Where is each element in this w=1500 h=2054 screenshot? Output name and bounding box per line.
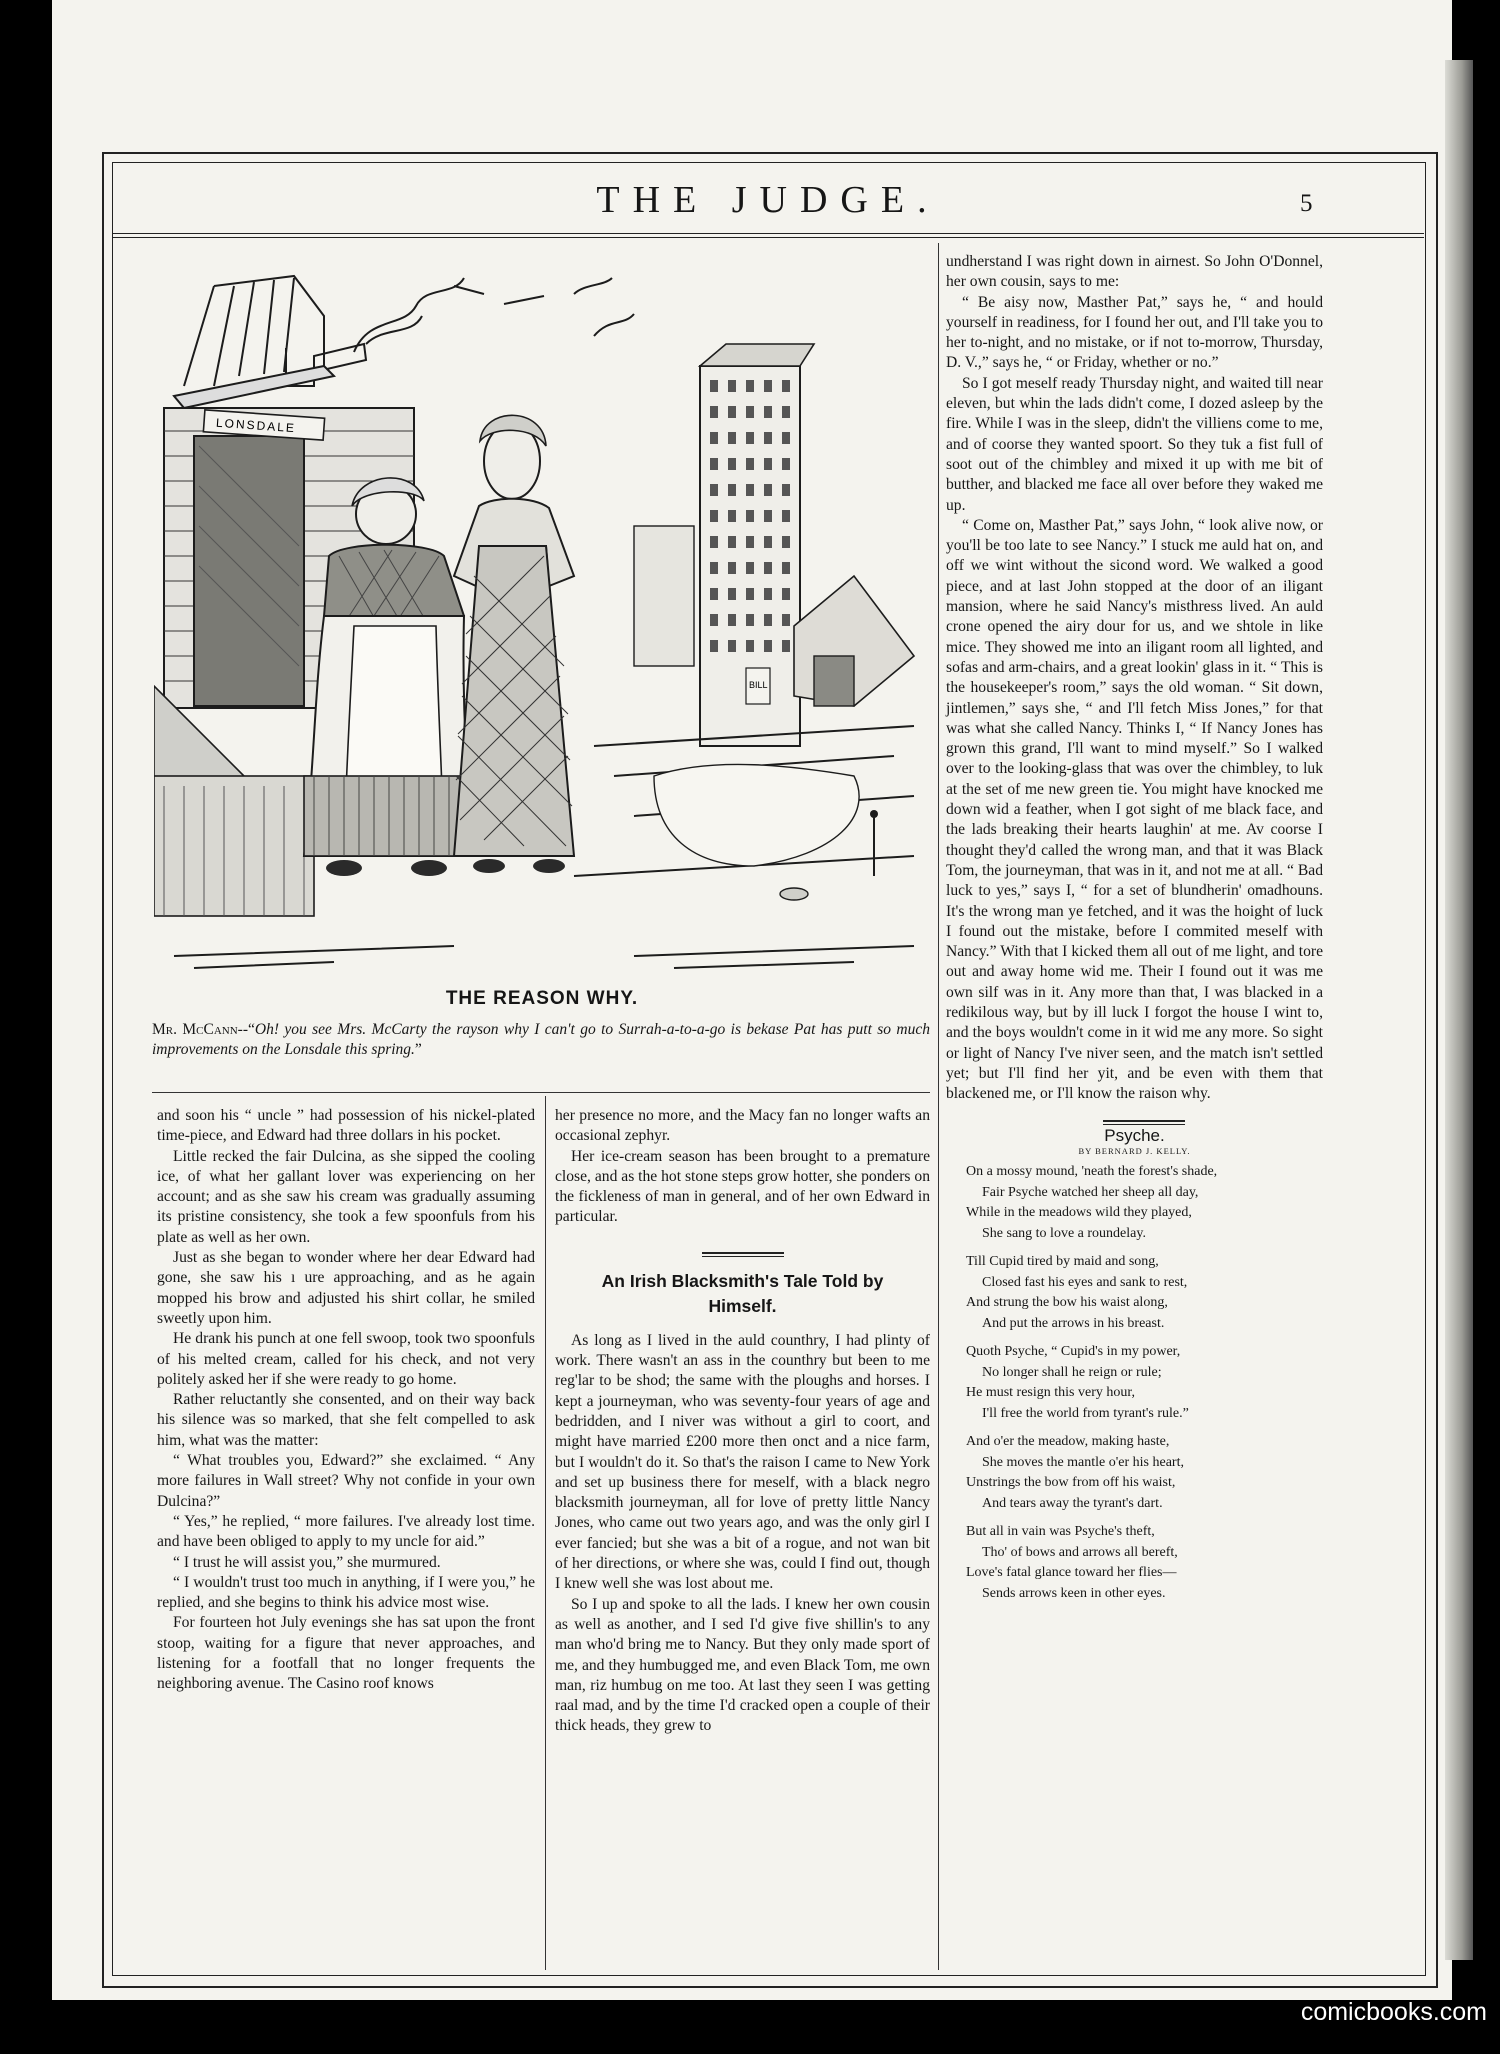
caption-close-quote: ” [414, 1041, 422, 1058]
shanty-sign-text: LONSDALE [215, 415, 297, 436]
story-paragraph: “ Yes,” he replied, “ more failures. I've already lost time. and have been obliged to apply to my uncle for aid.” [157, 1512, 535, 1551]
story-paragraph: Little recked the fair Dulcina, as she sipped the cooling ice, of what her gallant lover was experiencing on her account; and as she saw his cream was gradually assuming its pristine consistency, she took a few spoonfuls from his plate as well as her own. [157, 1147, 535, 1246]
poem-line: No longer shall he reign or rule; [982, 1364, 1162, 1380]
cartoon-caption [152, 1020, 930, 1060]
story-paragraph: As long as I lived in the auld counthry, I had plinty of work. There wasn't an ass in the counthry but been to me reg'lar to be shod; the same with the ploughs and horses. I kept a journeyman, who was seventy-four years of age and bedridden, and I niver was without a girl to coort, and might have married £200 more then onct and a nice farm, but I wouldn't do it. So that's the raison I came to New York and set up business there for meself, with a black negro blacksmith journeyman, all for love of pretty little Nancy Jones, who came out two years ago, and was the only girl I ever fancied; but she was a bit of a rogue, and not wan bit of her directions, or where she was, could I find out, though I knew well she was lost about me. [555, 1331, 930, 1593]
poem-line: And strung the bow his waist along, [966, 1295, 1168, 1310]
poem-line: Closed fast his eyes and sank to rest, [982, 1274, 1188, 1290]
site-watermark: comicbooks.com [1300, 1998, 1487, 2026]
caption-dialogue: Oh! you see Mrs. McCarty the rayson why I can't go to Surrah-a-to-a-go is bekase Pat has putt so much improvements on the Lonsdale this spring. [152, 1021, 930, 1058]
poem-line: Unstrings the bow from off his waist, [966, 1475, 1176, 1490]
caption-speaker: Mr. McCann [152, 1021, 238, 1038]
story-paragraph: undherstand I was right down in airnest. So John O'Donnel, her own cousin, says to me: [946, 253, 1323, 291]
poem-body [966, 1162, 1346, 1604]
story-paragraph: her presence no more, and the Macy fan no longer wafts an occasional zephyr. [555, 1107, 930, 1145]
title-line: Himself. [708, 1295, 777, 1316]
poem-line: He must resign this very hour, [966, 1385, 1135, 1400]
story-paragraph: Rather reluctantly she consented, and on their way back his silence was so marked, that she felt compelled to ask him, what was the matter: [157, 1391, 535, 1449]
masthead-rule-thin [112, 237, 1424, 238]
poem-line: Sends arrows keen in other eyes. [982, 1585, 1166, 1601]
story-paragraph: He drank his punch at one fell swoop, took two spoonfuls of his melted cream, called for his check, and not very politely asked her if she were ready to go home. [157, 1330, 535, 1388]
page-spine-edge [1445, 60, 1473, 1960]
poem-line: She sang to love a roundelay. [982, 1225, 1146, 1241]
poem-line: Love's fatal glance toward her flies— [966, 1565, 1177, 1580]
story-paragraph: Her ice-cream season has been brought to a premature close, and as the hot stone steps grow hotter, she ponders on the fickleness of man in general, and of her own Edward in particular. [555, 1147, 930, 1226]
story-paragraph: So I up and spoke to all the lads. I knew her own cousin as well as another, and I sed I'd give five shillin's to any man who'd bring me to Nancy. But they only made sport of me, and they humbugged me, and even Black Tom, me own man, riz humbug on me too. At last they seen I was getting raal mad, and by the time I'd cracked open a couple of their thick heads, they grew to [555, 1595, 930, 1735]
masthead-rule [112, 233, 1424, 234]
poem-line: She moves the mantle o'er his heart, [982, 1454, 1184, 1470]
caption-open-quote: --“ [237, 1021, 255, 1038]
masthead-title: THE JUDGE. [596, 179, 940, 221]
poem-line: And o'er the meadow, making haste, [966, 1434, 1170, 1449]
cartoon-caption-title: THE REASON WHY. [445, 988, 639, 1009]
poem-line: But all in vain was Psyche's theft, [966, 1524, 1155, 1539]
story-paragraph: “ Be aisy now, Masther Pat,” says he, “ and hould yourself in readiness, for I found her out, and I'll take you to her to-night, and no mistake, or if not to-morrow, Thursday, D. V.,” says he, “ or Friday, whether or no.” [946, 293, 1323, 372]
poem-line: And tears away the tyrant's dart. [982, 1495, 1163, 1511]
story-paragraph: and soon his “ uncle ” had possession of his nickel-plated time-piece, and Edward had three dollars in his pocket. [157, 1107, 535, 1145]
poem-line: On a mossy mound, 'neath the forest's shade, [966, 1164, 1218, 1179]
cartoon-illustration [154, 256, 924, 986]
poem-heading [946, 1126, 1323, 1156]
poem-line: I'll free the world from tyrant's rule.” [982, 1405, 1189, 1421]
page-number: 5 [1300, 190, 1313, 217]
story-paragraph: So I got meself ready Thursday night, and waited till near eleven, but whin the lads didn't come, I dozed asleep by the fire. While I was in the sleep, didn't the villiens come to me, and of coorse they wanted spoort. So they tuk a fist full of soot out of the chimbley and mixed it up with me bit of butther, and blacked me face all over before they waked me up. [946, 374, 1323, 514]
column-rule-right [938, 243, 939, 1970]
blacksmith-tale-title [555, 1269, 930, 1319]
poem-divider [1102, 1120, 1186, 1125]
poem-line: While in the meadows wild they played, [966, 1205, 1192, 1220]
poem-line: Till Cupid tired by maid and song, [966, 1254, 1159, 1269]
story-paragraph: “ What troubles you, Edward?” she exclaimed. “ Any more failures in Wall street? Why not confide in your own Dulcina?” [157, 1452, 535, 1510]
right-column [946, 252, 1323, 1104]
story-paragraph: “ I trust he will assist you,” she murmured. [173, 1553, 441, 1571]
column-rule-left [545, 1096, 546, 1970]
caption-rule [152, 1092, 930, 1093]
poem-line: And put the arrows in his breast. [982, 1315, 1165, 1331]
poem-line: Tho' of bows and arrows all bereft, [982, 1544, 1178, 1560]
middle-column [555, 1106, 930, 1737]
story-paragraph: Just as she began to wonder where her dear Edward had gone, she saw his ı ure approaching, and as he again mopped his brow and adjusted his shirt collar, he smiled sweetly upon him. [157, 1249, 535, 1327]
title-line: An Irish Blacksmith's Tale Told by [601, 1270, 884, 1291]
poem-line: Fair Psyche watched her sheep all day, [982, 1184, 1199, 1200]
poem-title: Psyche. [1104, 1126, 1165, 1145]
poem-line: Quoth Psyche, “ Cupid's in my power, [966, 1344, 1181, 1359]
story-paragraph: “ I wouldn't trust too much in anything, if I were you,” he replied, and she begins to think his advice most wise. [157, 1573, 535, 1612]
post-sign-text: BILL [749, 680, 768, 690]
poem-byline: BY BERNARD J. KELLY. [1078, 1146, 1191, 1156]
story-paragraph: “ Come on, Masther Pat,” says John, “ look alive now, or you'll be too late to see Nancy.” I stuck me auld hat on, and off we wint without the sicond word. We walked a good piece, and at last John stopped at the door of an iligant mansion, where he said Nancy's misthress lived. An auld crone opened the airy dour for us, and we shtole in like mice. They showed me into an iligant room all lighted, and sofas and arm-chairs, and a great lookin' glass in it. “ This is the housekeeper's room,” says the old woman. “ Sit down, jintlemen,” says she, “ and I'll fetch Miss Jones,” for that was what she called Nancy. Thinks I, “ If Nancy Jones has grown this grand, I'll want to mind myself.” So I walked over to the looking-glass that was over the chimbley, to luk at the set of me new green tie. You might have knocked me down wid a feather, when I got sight of me black face, and the lads breaking their hearts laughin' at me. Av coorse I thought they'd called the wrong man, and that it was Black Tom, the journeyman, that was in it, and not me at all. “ Bad luck to yes,” says I, “ for a set of blundherin' omadhouns. It's the wrong man ye fetched, and it was the hoight of luck I found out the mistake, before I commited meself with Nancy.” With that I kicked them all out of me light, and tore out and away home wid me. Their I found out it was me own silf was in it. Any more than that, I was blacked in a redikilous way, but by ill luck I forgot the house I wint to, and the boys wouldn't come in it wid me any more. So sight or light of Nancy I've niver seen, and the match isn't settled yet; but I'll find her yit, and be even with them that blackened me, or I'll know the raison why. [946, 516, 1323, 1103]
story-continued-column [157, 1106, 535, 1695]
story-paragraph: For fourteen hot July evenings she has sat upon the front stoop, waiting for a figure that never approaches, and listening for a footfall that no longer frequents the neighboring avenue. The Casino roof knows [157, 1614, 535, 1693]
